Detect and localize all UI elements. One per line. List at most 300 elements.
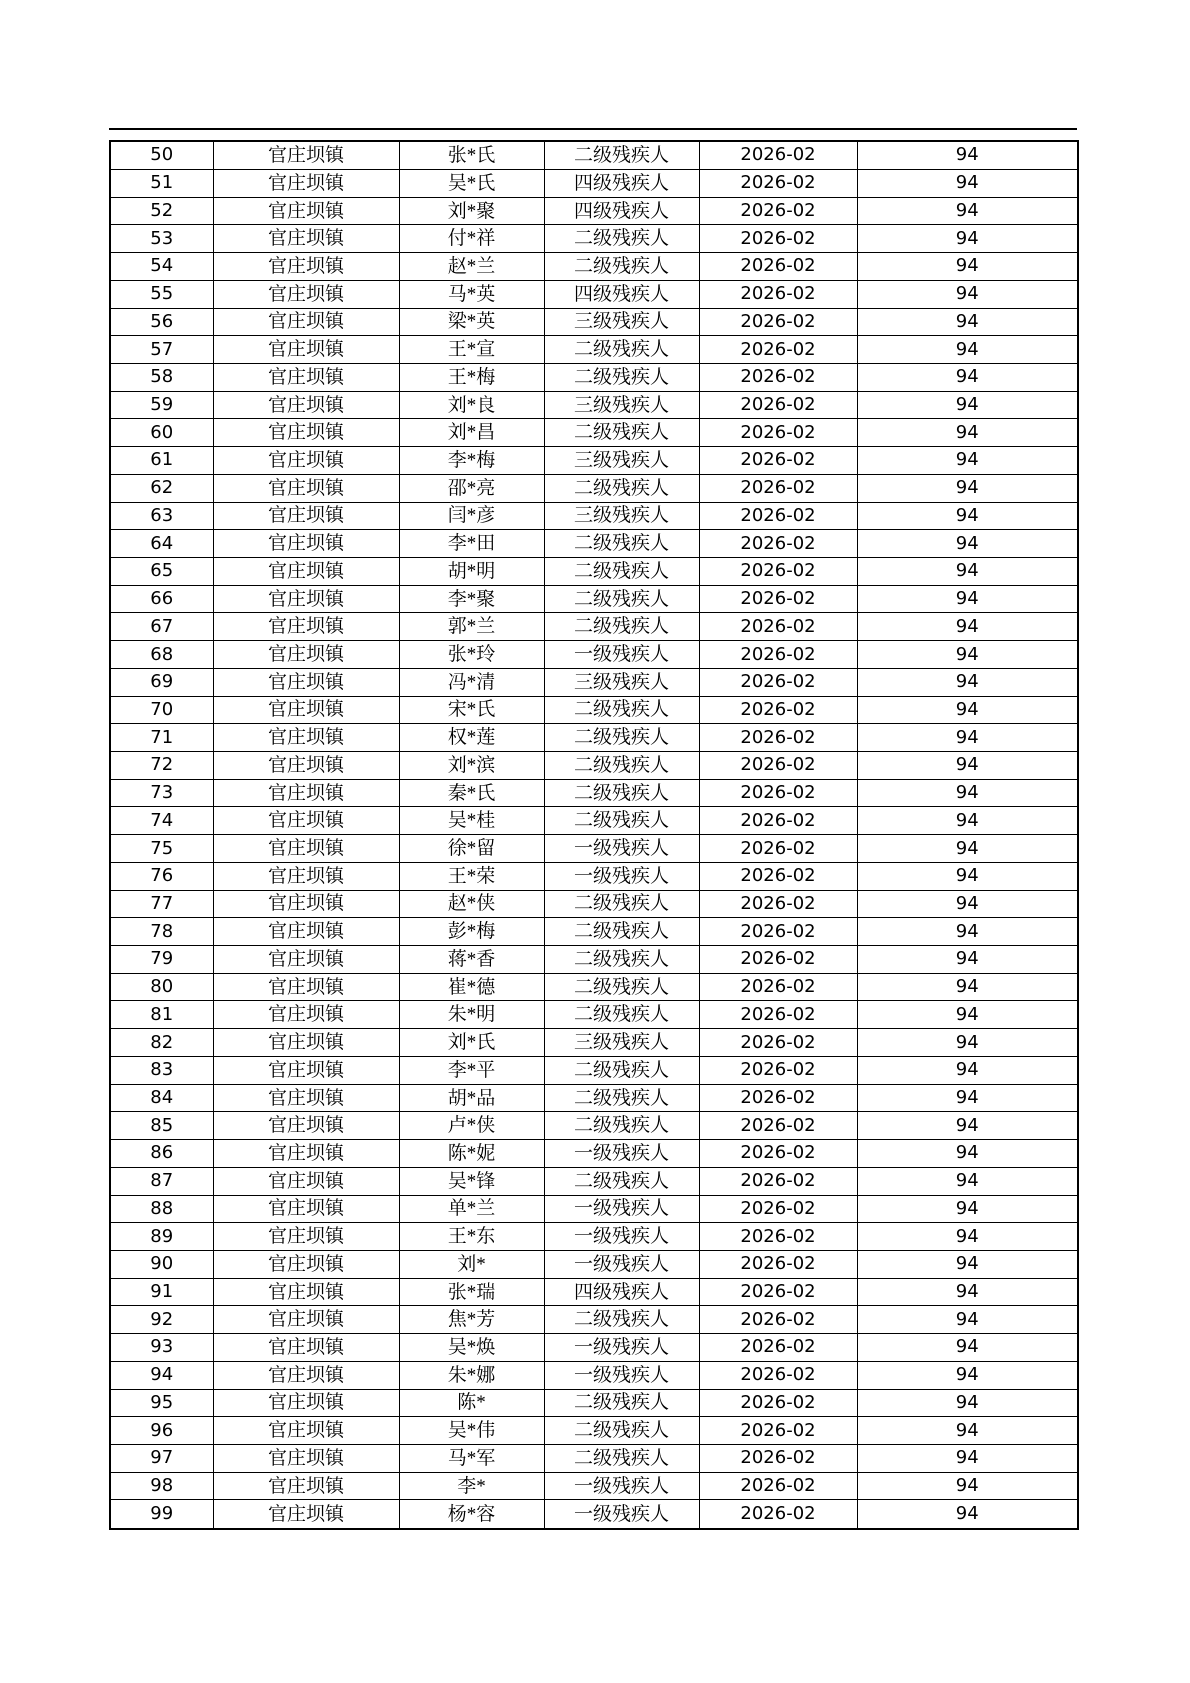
cell-row-number: 90 xyxy=(110,1250,213,1278)
cell-row-number: 73 xyxy=(110,779,213,807)
cell-name: 权*莲 xyxy=(399,724,544,752)
cell-name: 胡*品 xyxy=(399,1084,544,1112)
cell-disability-level: 一级残疾人 xyxy=(544,835,699,863)
cell-row-number: 92 xyxy=(110,1306,213,1334)
cell-disability-level: 二级残疾人 xyxy=(544,779,699,807)
cell-amount: 94 xyxy=(857,1444,1078,1472)
cell-name: 张*玲 xyxy=(399,641,544,669)
cell-row-number: 85 xyxy=(110,1112,213,1140)
cell-town: 官庄坝镇 xyxy=(213,1417,399,1445)
cell-row-number: 63 xyxy=(110,502,213,530)
cell-name: 王*宣 xyxy=(399,336,544,364)
cell-month: 2026-02 xyxy=(699,752,857,780)
cell-row-number: 74 xyxy=(110,807,213,835)
cell-amount: 94 xyxy=(857,668,1078,696)
cell-town: 官庄坝镇 xyxy=(213,779,399,807)
cell-disability-level: 二级残疾人 xyxy=(544,1112,699,1140)
cell-name: 李*聚 xyxy=(399,585,544,613)
cell-name: 李* xyxy=(399,1472,544,1500)
cell-town: 官庄坝镇 xyxy=(213,1361,399,1389)
cell-disability-level: 三级残疾人 xyxy=(544,308,699,336)
cell-disability-level: 四级残疾人 xyxy=(544,197,699,225)
cell-month: 2026-02 xyxy=(699,1361,857,1389)
cell-name: 吴*桂 xyxy=(399,807,544,835)
cell-month: 2026-02 xyxy=(699,447,857,475)
table-row xyxy=(110,363,1078,391)
cell-name: 刘*昌 xyxy=(399,419,544,447)
table-row xyxy=(110,724,1078,752)
cell-town: 官庄坝镇 xyxy=(213,1029,399,1057)
cell-name: 朱*明 xyxy=(399,1001,544,1029)
cell-month: 2026-02 xyxy=(699,1167,857,1195)
cell-disability-level: 三级残疾人 xyxy=(544,1029,699,1057)
cell-town: 官庄坝镇 xyxy=(213,1389,399,1417)
table-row xyxy=(110,641,1078,669)
cell-town: 官庄坝镇 xyxy=(213,835,399,863)
cell-row-number: 68 xyxy=(110,641,213,669)
cell-disability-level: 二级残疾人 xyxy=(544,1167,699,1195)
cell-month: 2026-02 xyxy=(699,1140,857,1168)
cell-row-number: 69 xyxy=(110,668,213,696)
cell-disability-level: 二级残疾人 xyxy=(544,613,699,641)
cell-town: 官庄坝镇 xyxy=(213,1195,399,1223)
cell-town: 官庄坝镇 xyxy=(213,1056,399,1084)
cell-row-number: 89 xyxy=(110,1223,213,1251)
cell-disability-level: 二级残疾人 xyxy=(544,336,699,364)
cell-month: 2026-02 xyxy=(699,613,857,641)
cell-month: 2026-02 xyxy=(699,502,857,530)
cell-amount: 94 xyxy=(857,1500,1078,1529)
cell-month: 2026-02 xyxy=(699,862,857,890)
cell-town: 官庄坝镇 xyxy=(213,696,399,724)
cell-town: 官庄坝镇 xyxy=(213,197,399,225)
table-row xyxy=(110,585,1078,613)
cell-amount: 94 xyxy=(857,1167,1078,1195)
cell-disability-level: 二级残疾人 xyxy=(544,1001,699,1029)
cell-row-number: 87 xyxy=(110,1167,213,1195)
table-row xyxy=(110,668,1078,696)
cell-town: 官庄坝镇 xyxy=(213,1167,399,1195)
cell-disability-level: 三级残疾人 xyxy=(544,502,699,530)
table-row xyxy=(110,1056,1078,1084)
cell-row-number: 93 xyxy=(110,1334,213,1362)
cell-name: 刘*氏 xyxy=(399,1029,544,1057)
cell-month: 2026-02 xyxy=(699,668,857,696)
cell-amount: 94 xyxy=(857,1140,1078,1168)
cell-month: 2026-02 xyxy=(699,918,857,946)
cell-amount: 94 xyxy=(857,1306,1078,1334)
cell-row-number: 64 xyxy=(110,530,213,558)
cell-town: 官庄坝镇 xyxy=(213,1500,399,1529)
cell-amount: 94 xyxy=(857,1361,1078,1389)
cell-disability-level: 一级残疾人 xyxy=(544,1500,699,1529)
cell-name: 李*平 xyxy=(399,1056,544,1084)
cell-town: 官庄坝镇 xyxy=(213,862,399,890)
cell-row-number: 83 xyxy=(110,1056,213,1084)
cell-row-number: 91 xyxy=(110,1278,213,1306)
cell-month: 2026-02 xyxy=(699,779,857,807)
cell-disability-level: 二级残疾人 xyxy=(544,363,699,391)
cell-month: 2026-02 xyxy=(699,1389,857,1417)
cell-amount: 94 xyxy=(857,557,1078,585)
cell-name: 宋*氏 xyxy=(399,696,544,724)
table-row xyxy=(110,336,1078,364)
cell-amount: 94 xyxy=(857,807,1078,835)
table-row xyxy=(110,1250,1078,1278)
cell-month: 2026-02 xyxy=(699,280,857,308)
cell-month: 2026-02 xyxy=(699,169,857,197)
cell-disability-level: 二级残疾人 xyxy=(544,696,699,724)
cell-town: 官庄坝镇 xyxy=(213,1472,399,1500)
table-row xyxy=(110,1500,1078,1529)
cell-name: 王*梅 xyxy=(399,363,544,391)
cell-town: 官庄坝镇 xyxy=(213,225,399,253)
cell-name: 吴*氏 xyxy=(399,169,544,197)
cell-disability-level: 一级残疾人 xyxy=(544,1361,699,1389)
cell-month: 2026-02 xyxy=(699,474,857,502)
cell-row-number: 82 xyxy=(110,1029,213,1057)
cell-town: 官庄坝镇 xyxy=(213,807,399,835)
table-row xyxy=(110,1195,1078,1223)
cell-amount: 94 xyxy=(857,474,1078,502)
cell-amount: 94 xyxy=(857,890,1078,918)
cell-disability-level: 二级残疾人 xyxy=(544,474,699,502)
cell-name: 王*荣 xyxy=(399,862,544,890)
table-row xyxy=(110,862,1078,890)
cell-disability-level: 二级残疾人 xyxy=(544,225,699,253)
cell-month: 2026-02 xyxy=(699,308,857,336)
cell-town: 官庄坝镇 xyxy=(213,280,399,308)
cell-amount: 94 xyxy=(857,391,1078,419)
cell-name: 卢*侠 xyxy=(399,1112,544,1140)
table-row xyxy=(110,1334,1078,1362)
cell-disability-level: 二级残疾人 xyxy=(544,752,699,780)
cell-name: 吴*伟 xyxy=(399,1417,544,1445)
cell-disability-level: 一级残疾人 xyxy=(544,1195,699,1223)
cell-amount: 94 xyxy=(857,169,1078,197)
cell-town: 官庄坝镇 xyxy=(213,1444,399,1472)
cell-row-number: 78 xyxy=(110,918,213,946)
cell-amount: 94 xyxy=(857,724,1078,752)
cell-amount: 94 xyxy=(857,1472,1078,1500)
table-row xyxy=(110,835,1078,863)
table-row xyxy=(110,779,1078,807)
cell-disability-level: 三级残疾人 xyxy=(544,447,699,475)
cell-name: 马*军 xyxy=(399,1444,544,1472)
cell-disability-level: 二级残疾人 xyxy=(544,1389,699,1417)
table-row xyxy=(110,1112,1078,1140)
cell-amount: 94 xyxy=(857,1278,1078,1306)
cell-month: 2026-02 xyxy=(699,946,857,974)
table-row xyxy=(110,1306,1078,1334)
table-row xyxy=(110,1361,1078,1389)
cell-row-number: 51 xyxy=(110,169,213,197)
table-row xyxy=(110,1001,1078,1029)
cell-row-number: 84 xyxy=(110,1084,213,1112)
cell-disability-level: 二级残疾人 xyxy=(544,1056,699,1084)
cell-name: 冯*清 xyxy=(399,668,544,696)
cell-disability-level: 三级残疾人 xyxy=(544,391,699,419)
cell-town: 官庄坝镇 xyxy=(213,1084,399,1112)
table-row xyxy=(110,447,1078,475)
cell-disability-level: 三级残疾人 xyxy=(544,668,699,696)
cell-amount: 94 xyxy=(857,1195,1078,1223)
cell-town: 官庄坝镇 xyxy=(213,557,399,585)
cell-amount: 94 xyxy=(857,141,1078,169)
cell-month: 2026-02 xyxy=(699,835,857,863)
table-row xyxy=(110,530,1078,558)
table-row xyxy=(110,1417,1078,1445)
cell-row-number: 53 xyxy=(110,225,213,253)
cell-row-number: 76 xyxy=(110,862,213,890)
cell-disability-level: 一级残疾人 xyxy=(544,1250,699,1278)
cell-town: 官庄坝镇 xyxy=(213,973,399,1001)
cell-amount: 94 xyxy=(857,336,1078,364)
cell-name: 李*田 xyxy=(399,530,544,558)
cell-month: 2026-02 xyxy=(699,1056,857,1084)
cell-disability-level: 二级残疾人 xyxy=(544,557,699,585)
table-row xyxy=(110,752,1078,780)
cell-month: 2026-02 xyxy=(699,363,857,391)
cell-name: 付*祥 xyxy=(399,225,544,253)
cell-amount: 94 xyxy=(857,752,1078,780)
table-row xyxy=(110,890,1078,918)
cell-name: 张*瑞 xyxy=(399,1278,544,1306)
cell-row-number: 86 xyxy=(110,1140,213,1168)
cell-amount: 94 xyxy=(857,613,1078,641)
cell-month: 2026-02 xyxy=(699,1278,857,1306)
cell-town: 官庄坝镇 xyxy=(213,1112,399,1140)
cell-month: 2026-02 xyxy=(699,225,857,253)
cell-amount: 94 xyxy=(857,835,1078,863)
table-row xyxy=(110,280,1078,308)
cell-amount: 94 xyxy=(857,253,1078,281)
cell-disability-level: 一级残疾人 xyxy=(544,1472,699,1500)
cell-town: 官庄坝镇 xyxy=(213,530,399,558)
table-row xyxy=(110,419,1078,447)
cell-amount: 94 xyxy=(857,1389,1078,1417)
cell-row-number: 65 xyxy=(110,557,213,585)
cell-row-number: 80 xyxy=(110,973,213,1001)
cell-month: 2026-02 xyxy=(699,973,857,1001)
cell-town: 官庄坝镇 xyxy=(213,1278,399,1306)
cell-month: 2026-02 xyxy=(699,1334,857,1362)
table-row xyxy=(110,308,1078,336)
cell-disability-level: 二级残疾人 xyxy=(544,1084,699,1112)
cell-disability-level: 四级残疾人 xyxy=(544,169,699,197)
cell-month: 2026-02 xyxy=(699,1029,857,1057)
table-row xyxy=(110,1029,1078,1057)
cell-name: 马*英 xyxy=(399,280,544,308)
table-row xyxy=(110,918,1078,946)
cell-amount: 94 xyxy=(857,918,1078,946)
cell-name: 胡*明 xyxy=(399,557,544,585)
cell-town: 官庄坝镇 xyxy=(213,141,399,169)
cell-amount: 94 xyxy=(857,1084,1078,1112)
cell-row-number: 94 xyxy=(110,1361,213,1389)
cell-name: 王*东 xyxy=(399,1223,544,1251)
cell-month: 2026-02 xyxy=(699,1472,857,1500)
cell-name: 赵*兰 xyxy=(399,253,544,281)
cell-row-number: 99 xyxy=(110,1500,213,1529)
cell-month: 2026-02 xyxy=(699,419,857,447)
cell-name: 崔*德 xyxy=(399,973,544,1001)
cell-name: 刘*良 xyxy=(399,391,544,419)
cell-town: 官庄坝镇 xyxy=(213,474,399,502)
cell-month: 2026-02 xyxy=(699,724,857,752)
cell-disability-level: 一级残疾人 xyxy=(544,641,699,669)
cell-row-number: 66 xyxy=(110,585,213,613)
cell-disability-level: 二级残疾人 xyxy=(544,973,699,1001)
cell-disability-level: 一级残疾人 xyxy=(544,1334,699,1362)
cell-month: 2026-02 xyxy=(699,1112,857,1140)
cell-name: 陈* xyxy=(399,1389,544,1417)
cell-month: 2026-02 xyxy=(699,585,857,613)
cell-disability-level: 一级残疾人 xyxy=(544,862,699,890)
cell-amount: 94 xyxy=(857,779,1078,807)
cell-amount: 94 xyxy=(857,1001,1078,1029)
table-row xyxy=(110,613,1078,641)
cell-disability-level: 二级残疾人 xyxy=(544,253,699,281)
cell-row-number: 95 xyxy=(110,1389,213,1417)
cell-row-number: 58 xyxy=(110,363,213,391)
cell-town: 官庄坝镇 xyxy=(213,1306,399,1334)
cell-town: 官庄坝镇 xyxy=(213,946,399,974)
cell-name: 秦*氏 xyxy=(399,779,544,807)
cell-town: 官庄坝镇 xyxy=(213,336,399,364)
cell-name: 闫*彦 xyxy=(399,502,544,530)
cell-row-number: 97 xyxy=(110,1444,213,1472)
cell-amount: 94 xyxy=(857,946,1078,974)
cell-month: 2026-02 xyxy=(699,1195,857,1223)
table-row xyxy=(110,197,1078,225)
cell-town: 官庄坝镇 xyxy=(213,363,399,391)
cell-town: 官庄坝镇 xyxy=(213,419,399,447)
cell-name: 刘*滨 xyxy=(399,752,544,780)
cell-amount: 94 xyxy=(857,862,1078,890)
cell-amount: 94 xyxy=(857,1056,1078,1084)
cell-amount: 94 xyxy=(857,419,1078,447)
cell-month: 2026-02 xyxy=(699,696,857,724)
table-row xyxy=(110,1472,1078,1500)
cell-row-number: 55 xyxy=(110,280,213,308)
cell-month: 2026-02 xyxy=(699,197,857,225)
cell-amount: 94 xyxy=(857,363,1078,391)
cell-name: 梁*英 xyxy=(399,308,544,336)
cell-name: 吴*锋 xyxy=(399,1167,544,1195)
cell-row-number: 70 xyxy=(110,696,213,724)
cell-row-number: 50 xyxy=(110,141,213,169)
cell-town: 官庄坝镇 xyxy=(213,1001,399,1029)
cell-name: 赵*侠 xyxy=(399,890,544,918)
cell-amount: 94 xyxy=(857,696,1078,724)
table-row xyxy=(110,1444,1078,1472)
cell-disability-level: 二级残疾人 xyxy=(544,807,699,835)
cell-disability-level: 一级残疾人 xyxy=(544,1140,699,1168)
cell-month: 2026-02 xyxy=(699,1084,857,1112)
cell-amount: 94 xyxy=(857,1223,1078,1251)
cell-name: 张*氏 xyxy=(399,141,544,169)
table-row xyxy=(110,973,1078,1001)
cell-row-number: 54 xyxy=(110,253,213,281)
cell-month: 2026-02 xyxy=(699,807,857,835)
cell-amount: 94 xyxy=(857,1029,1078,1057)
cell-name: 杨*容 xyxy=(399,1500,544,1529)
cell-disability-level: 二级残疾人 xyxy=(544,946,699,974)
cell-row-number: 77 xyxy=(110,890,213,918)
cell-row-number: 96 xyxy=(110,1417,213,1445)
cell-disability-level: 四级残疾人 xyxy=(544,280,699,308)
cell-disability-level: 一级残疾人 xyxy=(544,1223,699,1251)
cell-row-number: 67 xyxy=(110,613,213,641)
table-row xyxy=(110,1278,1078,1306)
cell-month: 2026-02 xyxy=(699,641,857,669)
cell-row-number: 72 xyxy=(110,752,213,780)
cell-name: 陈*妮 xyxy=(399,1140,544,1168)
cell-month: 2026-02 xyxy=(699,557,857,585)
cell-amount: 94 xyxy=(857,530,1078,558)
cell-disability-level: 二级残疾人 xyxy=(544,419,699,447)
cell-row-number: 52 xyxy=(110,197,213,225)
cell-name: 邵*亮 xyxy=(399,474,544,502)
cell-row-number: 57 xyxy=(110,336,213,364)
cell-name: 单*兰 xyxy=(399,1195,544,1223)
cell-disability-level: 二级残疾人 xyxy=(544,1444,699,1472)
cell-town: 官庄坝镇 xyxy=(213,1223,399,1251)
cell-town: 官庄坝镇 xyxy=(213,613,399,641)
cell-month: 2026-02 xyxy=(699,1500,857,1529)
cell-amount: 94 xyxy=(857,308,1078,336)
table-row xyxy=(110,391,1078,419)
cell-row-number: 56 xyxy=(110,308,213,336)
cell-month: 2026-02 xyxy=(699,391,857,419)
cell-amount: 94 xyxy=(857,447,1078,475)
cell-row-number: 71 xyxy=(110,724,213,752)
benefit-table-body xyxy=(110,141,1078,1529)
cell-town: 官庄坝镇 xyxy=(213,641,399,669)
cell-town: 官庄坝镇 xyxy=(213,752,399,780)
cell-month: 2026-02 xyxy=(699,1001,857,1029)
cell-disability-level: 二级残疾人 xyxy=(544,141,699,169)
cell-town: 官庄坝镇 xyxy=(213,447,399,475)
cell-name: 朱*娜 xyxy=(399,1361,544,1389)
cell-month: 2026-02 xyxy=(699,141,857,169)
cell-disability-level: 四级残疾人 xyxy=(544,1278,699,1306)
table-row xyxy=(110,1084,1078,1112)
cell-name: 彭*梅 xyxy=(399,918,544,946)
cell-name: 吴*焕 xyxy=(399,1334,544,1362)
table-row xyxy=(110,557,1078,585)
table-row xyxy=(110,807,1078,835)
cell-amount: 94 xyxy=(857,641,1078,669)
cell-disability-level: 二级残疾人 xyxy=(544,890,699,918)
cell-amount: 94 xyxy=(857,197,1078,225)
cell-month: 2026-02 xyxy=(699,1417,857,1445)
cell-amount: 94 xyxy=(857,1250,1078,1278)
cell-row-number: 79 xyxy=(110,946,213,974)
cell-amount: 94 xyxy=(857,280,1078,308)
cell-town: 官庄坝镇 xyxy=(213,1140,399,1168)
table-row xyxy=(110,169,1078,197)
cell-month: 2026-02 xyxy=(699,890,857,918)
cell-amount: 94 xyxy=(857,585,1078,613)
cell-month: 2026-02 xyxy=(699,1444,857,1472)
cell-disability-level: 二级残疾人 xyxy=(544,585,699,613)
cell-disability-level: 二级残疾人 xyxy=(544,1306,699,1334)
cell-disability-level: 二级残疾人 xyxy=(544,530,699,558)
cell-town: 官庄坝镇 xyxy=(213,1250,399,1278)
cell-row-number: 98 xyxy=(110,1472,213,1500)
